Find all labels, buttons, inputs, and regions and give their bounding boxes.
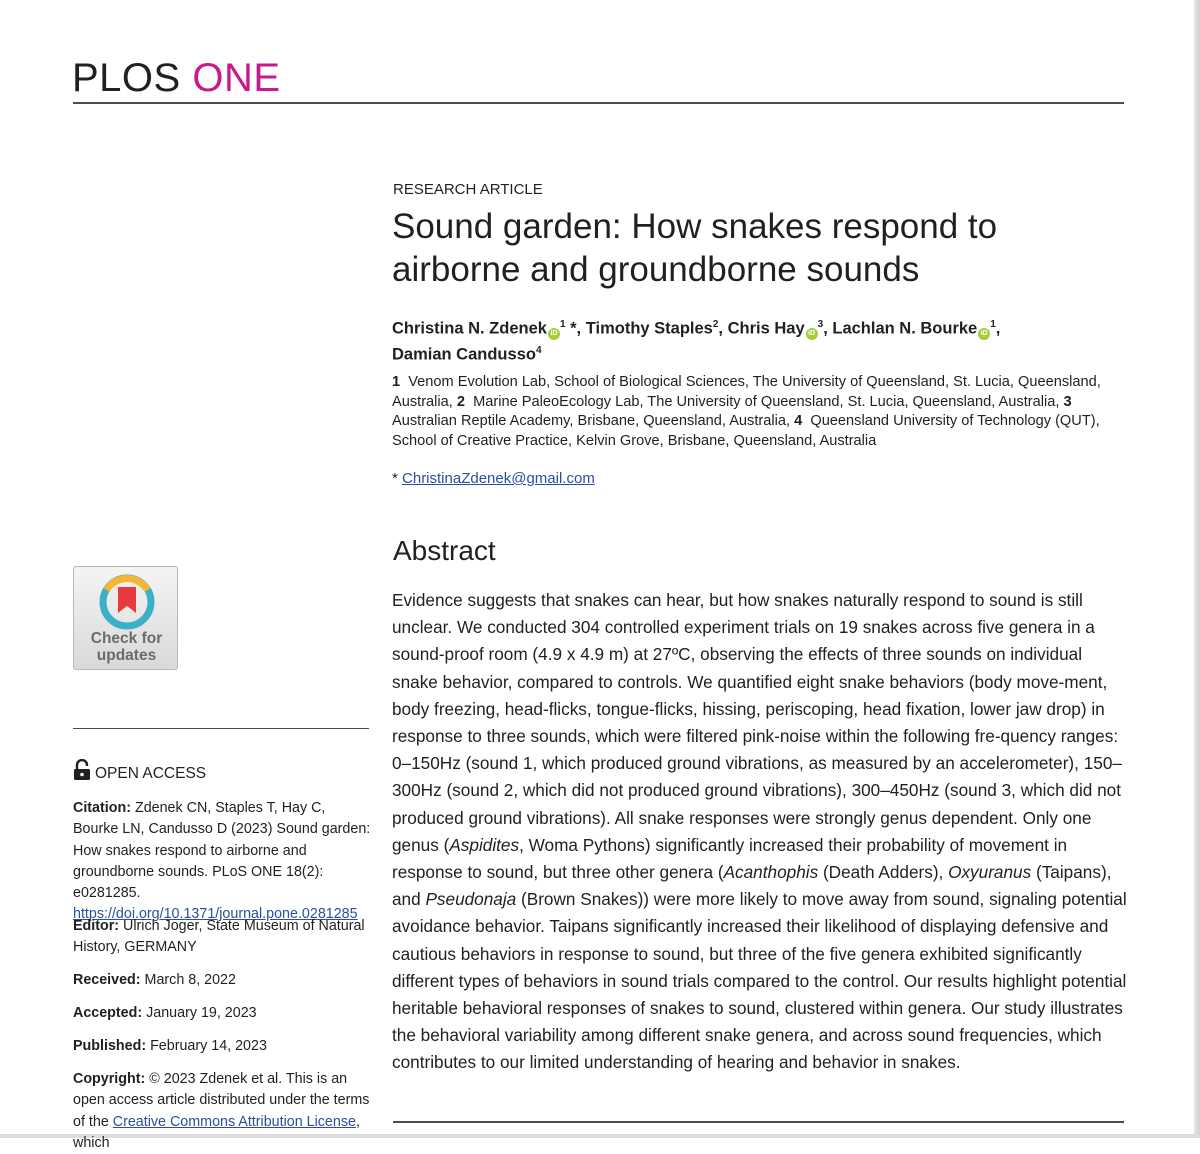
author-affil: 2 <box>712 319 719 330</box>
orcid-icon[interactable]: iD <box>548 328 560 340</box>
check-updates-label: Check for updates <box>90 630 163 664</box>
author-name[interactable]: Damian Candusso <box>392 345 536 363</box>
journal-logo: PLOS ONE <box>72 56 281 100</box>
license-link[interactable]: Creative Commons Attribution License <box>112 1113 356 1130</box>
corresponding-author: * ChristinaZdenek@gmail.com <box>392 470 595 487</box>
affiliation-text: Australian Reptile Academy, Brisbane, Queensland, Australia, <box>392 413 791 430</box>
page-edge-shadow <box>1194 0 1200 1138</box>
author-list: Christina N. Zdenek $iD^1$ *, Timothy Staples$^2$, Chris Hay $iD^3$, Lachlan N. Bourke $iD^1$, Damian Candusso$^4$ <box>392 319 1001 363</box>
author-affil: 1 <box>990 319 996 330</box>
published-date: Published: February 14, 2023 <box>73 1038 267 1054</box>
author-name[interactable]: Christina N. Zdenek <box>392 319 547 338</box>
article-title: Sound garden: How snakes respond to airborne and groundborne sounds <box>392 207 998 289</box>
abstract-text: Evidence suggests that snakes can hear, but how snakes naturally respond to sound is still unclear. We conducted 304 controlled experiment trials on 19 snakes across five genera in a sound-proof room (4.9 x 4.9 m) at 27ºC, observing the effects of three sounds on individual snake behavior, compared to controls. We quantified eight snake behaviors (body move-ment, body freezing, head-flicks, tongue-flicks, hissing, periscoping, head fixation, lower jaw drop) in response to three sounds, which were filtered pink-noise within the following fre-quency ranges: 0–150Hz (sound 1, which produced ground vibrations, as measured by an accelerometer), 150–300Hz (sound 2, which did not produced ground vibrations), 300–450Hz (sound 3, which did not produced ground vibrations). All snake responses were strongly genus dependent. Only one genus (Aspidites, Woma Pythons) significantly increased their probability of movement in response to sound, but three other genera (Acanthophis (Death Adders), Oxyuranus (Taipans), and Pseudonaja (Brown Snakes)) were more likely to move away from sound, signaling potential avoidance behavior. Taipans significantly increased their likelihood of displaying defensive and cautious behaviors in response to sound, but three of the five genera exhibited significantly different types of behaviors in sound trials compared to the control. Our results highlight potential heritable behavioral responses of snakes to sound, clustered within genera. Our study illustrates the behavioral variability among different snake genera, and across sound frequencies, which contributes to our limited understanding of hearing and behavior in snakes. <box>392 590 1127 1073</box>
check-for-updates-button[interactable] <box>73 566 178 670</box>
affiliation-text: Queensland University of Technology (QUT), School of Creative Practice, Kelvin Grove, Brisbane, Queensland, Australia <box>392 413 1100 449</box>
author-affil: 4 <box>535 344 542 356</box>
header-rule <box>73 102 1124 104</box>
abstract-heading: Abstract <box>393 535 496 566</box>
received-date: Received: March 8, 2022 <box>73 972 236 988</box>
orcid-icon[interactable]: iD <box>978 328 990 340</box>
crossmark-icon <box>98 573 156 631</box>
author-affil: 1 <box>559 319 566 330</box>
citation: Citation: Zdenek CN, Staples T, Hay C, Bourke LN, Candusso D (2023) Sound garden: How snakes respond to airborne and groundborne sounds. PLoS ONE 18(2): e0281285. https://doi.org/10.1371/journal.pone.0281285 <box>73 800 371 923</box>
affiliation-text: Marine PaleoEcology Lab, The University of Queensland, St. Lucia, Queensland, Australia, <box>473 393 1060 410</box>
article-type: RESEARCH ARTICLE <box>393 181 543 198</box>
open-access: OPEN ACCESS <box>73 759 206 783</box>
author-name[interactable]: Lachlan N. Bourke <box>832 319 978 338</box>
author-name[interactable]: Chris Hay <box>727 319 805 338</box>
accepted-date: Accepted: January 19, 2023 <box>73 1005 257 1021</box>
affiliations: 1 Venom Evolution Lab, School of Biological Sciences, The University of Queensland, St. Lucia, Queensland, Australia, 2 Marine PaleoEcology Lab, The University of Queensland, St. Lucia, Queensland, Australia, 3 Australian Reptile Academy, Brisbane, Queensland, Australia, 4 Queensland University of Technology (QUT), School of Creative Practice, Kelvin Grove, Brisbane, Queensland, Australia <box>392 374 1101 449</box>
editor: Editor: Ulrich Joger, State Museum of Natural History, GERMANY <box>73 918 365 956</box>
author-name[interactable]: Timothy Staples <box>585 319 713 338</box>
copyright: Copyright: © 2023 Zdenek et al. This is an open access article distributed under the terms of the Creative Commons Attribution License, which <box>73 1071 370 1151</box>
author-affil: 3 <box>817 319 824 330</box>
sidebar-rule <box>73 728 369 729</box>
email-link[interactable]: ChristinaZdenek@gmail.com <box>402 470 595 487</box>
abstract-rule <box>393 1121 1124 1123</box>
affiliation-text: Venom Evolution Lab, School of Biological Sciences, The University of Queensland, St. Lucia, Queensland, Australia, <box>392 374 1101 410</box>
orcid-icon[interactable]: iD <box>806 328 818 340</box>
doi-link[interactable]: https://doi.org/10.1371/journal.pone.0281285 <box>73 906 358 923</box>
open-lock-icon <box>73 759 91 781</box>
